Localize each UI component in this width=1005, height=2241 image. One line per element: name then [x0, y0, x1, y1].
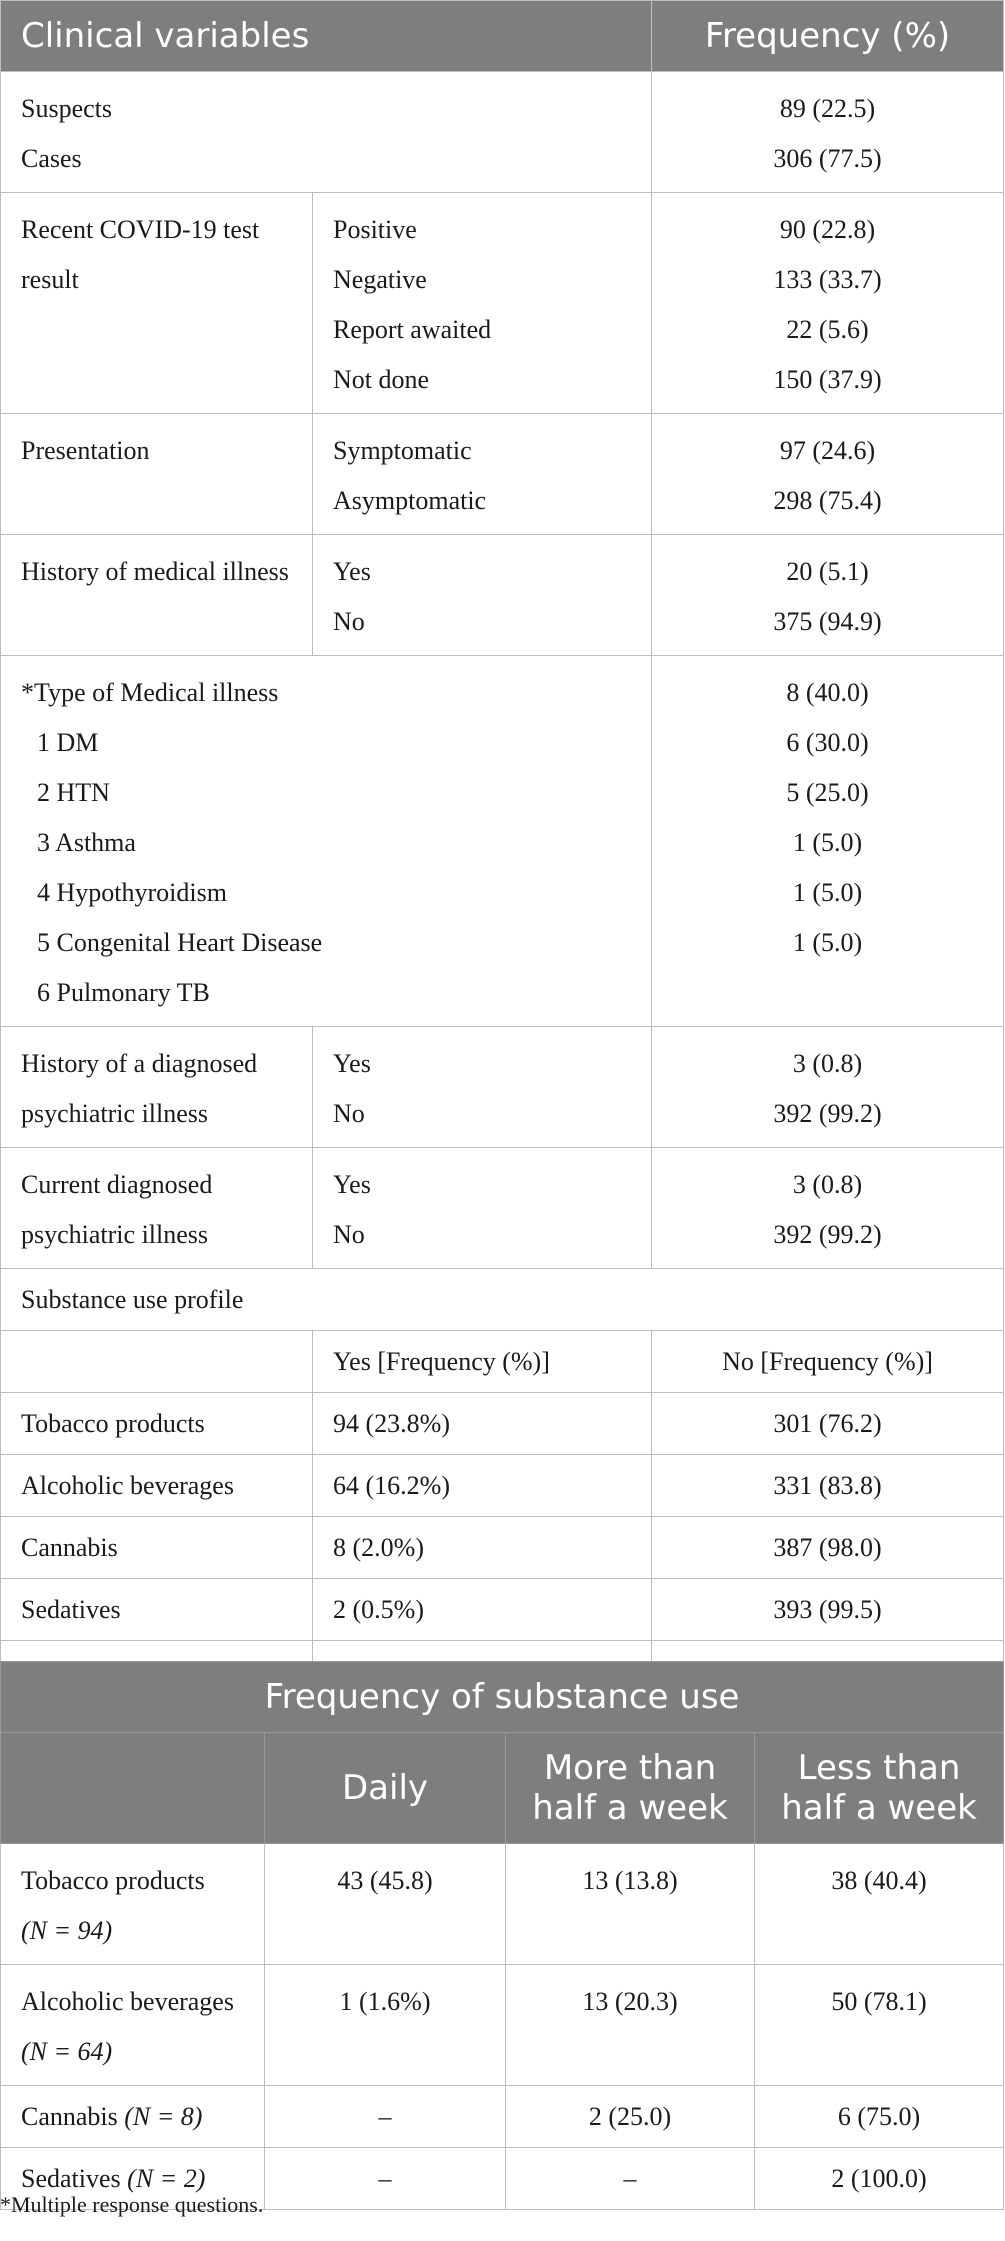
value: 1 (5.0): [792, 928, 863, 957]
value: 3 (0.8): [792, 1170, 863, 1199]
table-row: [1, 1269, 1004, 1331]
value: 1 (5.0): [792, 878, 863, 907]
table-row: [1, 1517, 1004, 1579]
table-row: [1, 1393, 1004, 1455]
value: 298 (75.4): [773, 486, 882, 515]
value: 97 (24.6): [779, 436, 876, 465]
substance-no: 301 (76.2): [652, 1393, 1004, 1455]
daily-cell: [265, 1844, 506, 1965]
covid-test-values: [652, 193, 1004, 414]
row-label: *Type of Medical illness: [21, 678, 279, 707]
value: 5 (25.0): [786, 778, 869, 807]
row-label: 6 Pulmonary TB: [37, 978, 210, 1007]
substance-yes: 8 (2.0%): [313, 1517, 652, 1579]
table-title: Frequency of substance use: [1, 1662, 1004, 1733]
substance-name: Cannabis: [1, 1517, 313, 1579]
value: 38 (40.4): [831, 1866, 927, 1895]
less-cell: [755, 1844, 1004, 1965]
table-row: [1, 2086, 1004, 2148]
table-row: [1, 72, 1004, 193]
option: No: [333, 607, 365, 636]
option: Asymptomatic: [333, 486, 487, 515]
medical-type-values: [652, 656, 1004, 1027]
value: 22 (5.6): [786, 315, 869, 344]
row-label: [1, 2086, 265, 2148]
row-label: Suspects: [21, 94, 112, 123]
value: –: [265, 2148, 506, 2210]
table-row: [1, 1455, 1004, 1517]
row-label: Recent COVID-19 test result: [21, 215, 260, 294]
table-row: [1, 1027, 1004, 1148]
option: Not done: [333, 365, 430, 394]
presentation-options: [313, 414, 652, 535]
table-row: [1, 1331, 1004, 1393]
substance-n: (N = 64): [21, 2037, 113, 2066]
value: 90 (22.8): [779, 215, 876, 244]
substance-name: Cannabis: [21, 2101, 118, 2131]
suspects-cases-values: [652, 72, 1004, 193]
value: 375 (94.9): [773, 607, 882, 636]
value: 8 (40.0): [786, 678, 869, 707]
option: Report awaited: [333, 315, 492, 344]
value: 6 (30.0): [786, 728, 869, 757]
table-header-row: [1, 1733, 1004, 1844]
value: 1 (5.0): [792, 828, 863, 857]
value: 13 (20.3): [582, 1987, 678, 2016]
table-header-row: [1, 1, 1004, 72]
value: 133 (33.7): [773, 265, 882, 294]
psych-history-values: [652, 1027, 1004, 1148]
substance-yes: 64 (16.2%): [313, 1455, 652, 1517]
value: 6 (75.0): [755, 2086, 1004, 2148]
row-label: 3 Asthma: [37, 828, 136, 857]
substance-no: 393 (99.5): [652, 1579, 1004, 1641]
substance-name: Tobacco products: [21, 1866, 205, 1895]
option: Yes: [333, 1049, 371, 1078]
row-label: 4 Hypothyroidism: [37, 878, 227, 907]
substance-no: 387 (98.0): [652, 1517, 1004, 1579]
row-label: [1, 1965, 265, 2086]
table-row: [1, 656, 1004, 1027]
substance-yes: 2 (0.5%): [313, 1579, 652, 1641]
covid-test-options: [313, 193, 652, 414]
substance-yes: 94 (23.8%): [313, 1393, 652, 1455]
row-label: Current diagnosed psychiatric illness: [21, 1170, 213, 1249]
value: 43 (45.8): [337, 1866, 433, 1895]
empty-cell: [1, 1331, 313, 1393]
value: 2 (100.0): [755, 2148, 1004, 2210]
table-row: [1, 193, 1004, 414]
substance-n: (N = 2): [127, 2163, 206, 2193]
substance-no: 331 (83.8): [652, 1455, 1004, 1517]
more-cell: [506, 1965, 755, 2086]
option: Negative: [333, 265, 427, 294]
value: 1 (1.6%): [339, 1987, 431, 2016]
table-row: [1, 1579, 1004, 1641]
option: Yes: [333, 557, 371, 586]
value: 20 (5.1): [786, 557, 869, 586]
substance-no-header: No [Frequency (%)]: [652, 1331, 1004, 1393]
daily-cell: [265, 1965, 506, 2086]
row-label: History of a diagnosed psychiatric illness: [21, 1049, 258, 1128]
value: 3 (0.8): [792, 1049, 863, 1078]
table-title-row: [1, 1662, 1004, 1733]
substance-n: (N = 8): [124, 2101, 203, 2131]
substance-name: Sedatives: [1, 1579, 313, 1641]
header-frequency: Frequency (%): [652, 1, 1004, 72]
footnote: *Multiple response questions.: [0, 2192, 264, 2217]
value: 150 (37.9): [773, 365, 882, 394]
value: 392 (99.2): [773, 1099, 882, 1128]
value: 2 (25.0): [506, 2086, 755, 2148]
value: –: [506, 2148, 755, 2210]
table-row: [1, 1148, 1004, 1269]
medical-history-label: [1, 535, 313, 656]
row-label: 5 Congenital Heart Disease: [37, 928, 323, 957]
header-more-than-half: More than half a week: [506, 1733, 755, 1844]
row-label: 2 HTN: [37, 778, 110, 807]
value: 89 (22.5): [779, 94, 876, 123]
option: Symptomatic: [333, 436, 472, 465]
header-clinical-variables: Clinical variables: [1, 1, 652, 72]
value: 392 (99.2): [773, 1220, 882, 1249]
header-daily: Daily: [265, 1733, 506, 1844]
option: No: [333, 1099, 365, 1128]
row-label: 1 DM: [37, 728, 99, 757]
psych-history-options: [313, 1027, 652, 1148]
row-label: [1, 1844, 265, 1965]
presentation-label: [1, 414, 313, 535]
substance-name: Sedatives: [21, 2163, 121, 2193]
medical-type-labels: [1, 656, 652, 1027]
more-cell: [506, 1844, 755, 1965]
value: 13 (13.8): [582, 1866, 678, 1895]
psych-current-label: [1, 1148, 313, 1269]
suspects-cases-labels: [1, 72, 652, 193]
row-label: Presentation: [21, 436, 150, 465]
empty-header: [1, 1733, 265, 1844]
option: No: [333, 1220, 365, 1249]
psych-current-options: [313, 1148, 652, 1269]
header-less-than-half: Less than half a week: [755, 1733, 1004, 1844]
psych-history-label: [1, 1027, 313, 1148]
substance-n: (N = 94): [21, 1916, 113, 1945]
substance-frequency-table: [0, 1661, 1004, 2210]
value: –: [265, 2086, 506, 2148]
substance-name: Tobacco products: [1, 1393, 313, 1455]
substance-name: Alcoholic beverages: [1, 1455, 313, 1517]
medical-history-values: [652, 535, 1004, 656]
row-label: History of medical illness: [21, 557, 289, 586]
option: Yes: [333, 1170, 371, 1199]
psych-current-values: [652, 1148, 1004, 1269]
table-row: [1, 1965, 1004, 2086]
value: 306 (77.5): [773, 144, 882, 173]
table-row: [1, 535, 1004, 656]
medical-history-options: [313, 535, 652, 656]
substance-profile-label: Substance use profile: [1, 1269, 1004, 1331]
covid-test-label: [1, 193, 313, 414]
option: Positive: [333, 215, 417, 244]
value: 50 (78.1): [831, 1987, 927, 2016]
table-row: [1, 414, 1004, 535]
substance-yes-header: Yes [Frequency (%)]: [313, 1331, 652, 1393]
less-cell: [755, 1965, 1004, 2086]
table-row: [1, 1844, 1004, 1965]
substance-name: Alcoholic beverages: [21, 1987, 234, 2016]
presentation-values: [652, 414, 1004, 535]
row-label: Cases: [21, 144, 82, 173]
